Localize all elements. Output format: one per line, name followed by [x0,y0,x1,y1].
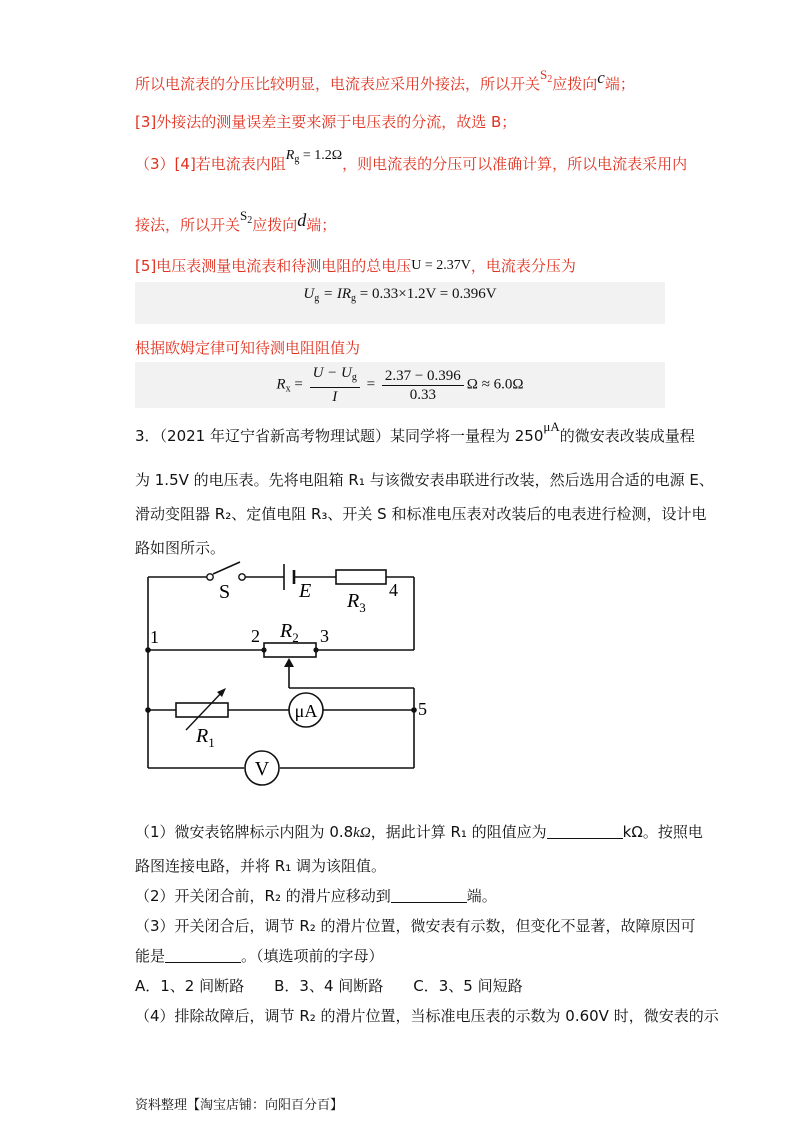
node-3: 3 [320,626,329,646]
subq-1-line-2: 路图连接电路，并将 R₁ 调为该阻值。 [135,857,386,875]
resistor-r3 [336,570,386,584]
q3-line-3: 滑动变阻器 R₂、定值电阻 R₃、开关 S 和标准电压表对改装后的电表进行检测，设计电 [135,505,707,523]
node-4: 4 [389,580,398,600]
r2-terminal-left [261,647,266,652]
solution-line-1: 所以电流表的分压比较明显，电流表应采用外接法，所以开关$S_2$应拨向c端； [135,67,635,93]
r1-label: $R_1$ [196,725,215,750]
switch-contact-right [239,574,245,580]
q3-line-1: 3．（2021 年辽宁省新高考物理试题）某同学将一量程为 250μA的微安表改装成量程 [135,419,695,445]
q3-line-4: 路如图所示。 [135,539,226,557]
microammeter-label: μA [294,701,318,721]
r2-slider-arrow [284,658,294,667]
voltmeter-label: V [254,758,270,780]
switch-label: S [219,581,231,603]
resistor-r1 [176,703,228,717]
node-1: 1 [150,627,159,647]
q3-line-2: 为 1.5V 的电压表。先将电阻箱 R₁ 与该微安表串联进行改装，然后选用合适的电源 E、 [135,471,714,489]
fraction-symbolic: $\frac{U - U_g}{I}$ [310,364,360,406]
battery-label: E [299,580,312,602]
left-junction-dot [145,707,151,713]
solution-line-2: [3]外接法的测量误差主要来源于电压表的分流，故选 B； [135,113,517,131]
solution-line-5: [5]电压表测量电流表和待测电阻的总电压U = 2.37V，电流表分压为 [135,257,576,275]
node-2: 2 [251,626,260,646]
switch-contact-left [207,574,213,580]
fraction-numeric: $\frac{2.37 - 0.396}{0.33}$ [382,367,464,404]
node-5: 5 [418,699,427,719]
formula-ug: $U_g = IR_g = 0.33\times 1.2V = 0.396V$ [303,286,497,304]
subq-2: （2）开关闭合前，R₂ 的滑片应移动到 端。 [135,887,497,905]
answer-blank-1[interactable] [547,824,623,839]
subq-4: （4）排除故障后，调节 R₂ 的滑片位置，当标准电压表的示数为 0.60V 时，微安表的示 [135,1007,719,1025]
subq-3-line-2: 能是 。（填选项前的字母） [135,947,384,965]
solution-line-4: 接法，所以开关$S_2$应拨向d端； [135,208,337,234]
solution-line-6: 根据欧姆定律可知待测电阻阻值为 [135,339,361,357]
r2-terminal-right [313,647,318,652]
answer-blank-2[interactable] [391,888,467,903]
r2-label: $R_2$ [280,620,299,645]
r3-label: $R_3$ [347,590,366,615]
subq-1-line-1: （1）微安表铭牌标示内阻为 0.8kΩ，据此计算 R₁ 的阻值应为 kΩ。按照电 [135,823,703,841]
subq-3-options: A．1、2 间断路 B．3、4 间断路 C．3、5 间短路 [135,977,523,995]
resistor-r2 [264,643,316,657]
node-5-dot [411,707,417,713]
subq-3-line-1: （3）开关闭合后，调节 R₂ 的滑片位置，微安表有示数，但变化不显著，故障原因可 [135,917,696,935]
node-1-dot [145,647,151,653]
footer-note: 资料整理【淘宝店铺：向阳百分百】 [135,1098,344,1113]
solution-line-3: （3）[4]若电流表内阻$R_g = 1.2\Omega$，则电流表的分压可以准确计算，所以电流表采用内 [135,148,688,173]
answer-blank-3[interactable] [165,948,241,963]
formula-rx: $R_x$ = $\frac{U - U_g}{I}$ = $\frac{2.37 - 0.396}{0.33}$ Ω ≈ 6.0Ω [276,365,524,405]
